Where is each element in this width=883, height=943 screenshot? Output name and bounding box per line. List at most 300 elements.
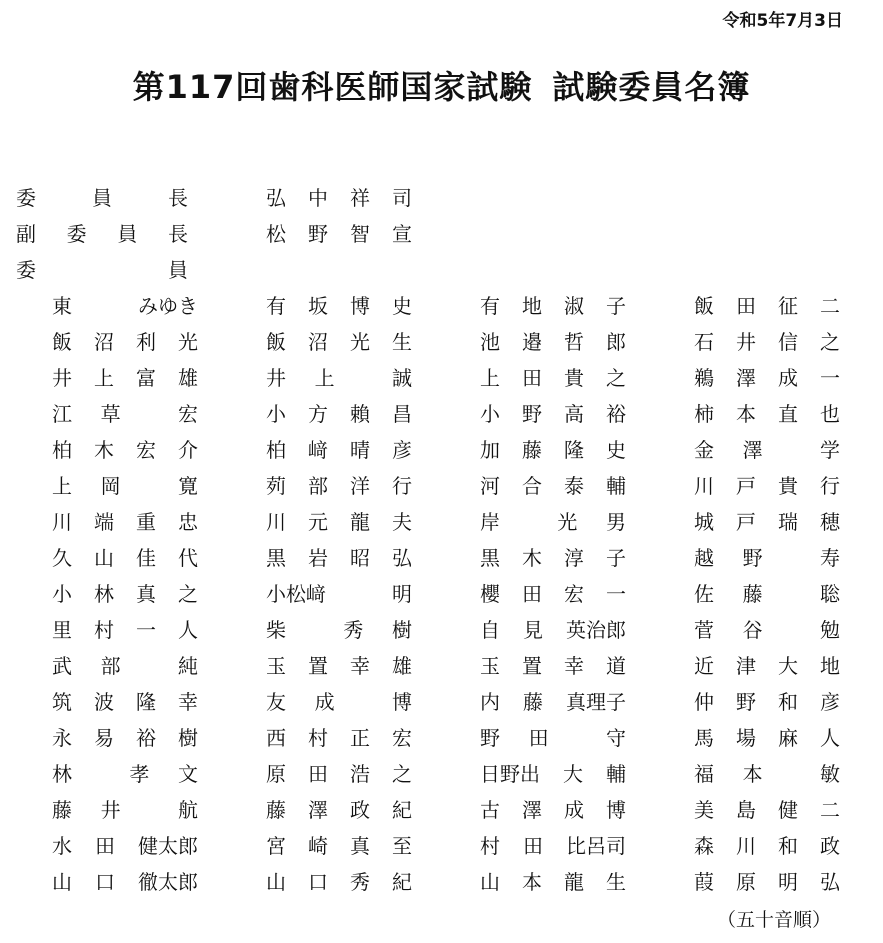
member-name <box>52 288 198 324</box>
name-part: 重 <box>136 510 156 534</box>
member-row <box>0 468 883 504</box>
name-part: 井 <box>52 366 72 390</box>
name-part: 自 <box>480 618 500 642</box>
name-part: 貴 <box>778 474 798 498</box>
member-name <box>480 576 626 612</box>
name-part: 見 <box>523 618 543 642</box>
name-part: 郎 <box>606 330 626 354</box>
name-part: 原 <box>266 762 286 786</box>
name-part: 上 <box>94 366 114 390</box>
name-part: 内 <box>480 690 500 714</box>
name-part: 信 <box>778 330 798 354</box>
chair-row <box>0 180 883 216</box>
name-part: 邉 <box>522 330 542 354</box>
member-name <box>694 828 840 864</box>
member-name <box>266 540 412 576</box>
name-part: 黒 <box>480 546 500 570</box>
name-part: 真 <box>350 834 370 858</box>
name-part: 井 <box>266 366 286 390</box>
name-part: 藤 <box>523 690 543 714</box>
member-name <box>52 648 198 684</box>
member-name <box>694 540 840 576</box>
name-part: 一 <box>606 582 626 606</box>
name-part: 博 <box>606 798 626 822</box>
member-name <box>266 792 412 828</box>
member-name <box>52 360 198 396</box>
member-name <box>694 324 840 360</box>
member-name <box>480 360 626 396</box>
name-part: 石 <box>694 330 714 354</box>
member-name <box>52 432 198 468</box>
member-name <box>480 324 626 360</box>
name-part: 明 <box>392 582 412 606</box>
name-part: 二 <box>820 798 840 822</box>
name-part: 比呂司 <box>566 834 626 858</box>
name-part: 子 <box>606 546 626 570</box>
member-row <box>0 396 883 432</box>
name-part: 寛 <box>177 474 198 498</box>
name-part: 生 <box>392 330 412 354</box>
role-char: 委 <box>66 222 87 246</box>
member-name <box>480 720 626 756</box>
name-part: 柏 <box>52 438 72 462</box>
member-name <box>52 540 198 576</box>
member-name <box>266 648 412 684</box>
name-part: 隆 <box>564 438 584 462</box>
member-name <box>52 864 198 900</box>
name-part: 光 <box>557 510 578 534</box>
name-part: 久 <box>52 546 72 570</box>
name-part: 瑞 <box>778 510 798 534</box>
name-part: 山 <box>52 870 72 894</box>
name-part: 也 <box>820 402 840 426</box>
member-row <box>0 720 883 756</box>
member-name <box>480 468 626 504</box>
member-name <box>694 504 840 540</box>
name-part: 利 <box>136 330 156 354</box>
member-row <box>0 576 883 612</box>
name-part: 仲 <box>694 690 714 714</box>
title-sub: 試験委員名簿 <box>552 68 751 106</box>
name-part: 野 <box>742 546 763 570</box>
name-part: 易 <box>94 726 114 750</box>
name-part: 航 <box>177 798 198 822</box>
member-row <box>0 792 883 828</box>
name-part: 黒 <box>266 546 286 570</box>
name-part: 藤 <box>522 438 542 462</box>
member-name <box>52 828 198 864</box>
member-name <box>266 684 412 720</box>
name-part: 之 <box>392 762 412 786</box>
name-part: 櫻 <box>480 582 500 606</box>
member-name <box>480 792 626 828</box>
name-part: 澤 <box>308 798 328 822</box>
name-part: 森 <box>694 834 714 858</box>
name-part: 武 <box>52 654 72 678</box>
name-part: 野 <box>308 222 328 246</box>
name-part: 小 <box>52 582 72 606</box>
name-part: 村 <box>480 834 500 858</box>
name-part: 秀 <box>350 870 370 894</box>
member-name <box>52 792 198 828</box>
name-part: 佳 <box>136 546 156 570</box>
member-name <box>266 360 412 396</box>
name-part: 道 <box>606 654 626 678</box>
name-part: 福 <box>694 762 714 786</box>
member-name <box>480 756 626 792</box>
name-part: 成 <box>778 366 798 390</box>
document-date: 令和5年7月3日 <box>722 11 843 31</box>
name-part: 隆 <box>136 690 156 714</box>
role-char: 委 <box>16 186 36 210</box>
member-name <box>52 720 198 756</box>
name-part: 近 <box>694 654 714 678</box>
member-name <box>52 684 198 720</box>
role-char: 員 <box>117 222 138 246</box>
name-part: 馬 <box>694 726 714 750</box>
name-part: 合 <box>522 474 542 498</box>
name-part: 守 <box>605 726 626 750</box>
name-part: 菅 <box>694 618 714 642</box>
member-name <box>480 432 626 468</box>
chair-name <box>266 180 412 216</box>
name-part: 学 <box>819 438 840 462</box>
name-part: 木 <box>522 546 542 570</box>
name-part: 田 <box>522 366 542 390</box>
name-part: 祥 <box>350 186 370 210</box>
name-part: 東 <box>52 294 72 318</box>
name-part: 輔 <box>606 474 626 498</box>
name-part: 哲 <box>564 330 584 354</box>
role-char: 副 <box>16 222 36 246</box>
name-part: 西 <box>266 726 286 750</box>
name-part: 貴 <box>564 366 584 390</box>
members-label-row <box>0 252 883 288</box>
name-part: 小松﨑 <box>266 582 326 606</box>
name-part: 昌 <box>392 402 412 426</box>
name-part: 田 <box>308 762 328 786</box>
name-part: 健太郎 <box>138 834 198 858</box>
name-part: 宏 <box>177 402 198 426</box>
member-name <box>266 324 412 360</box>
name-part: 和 <box>778 834 798 858</box>
name-part: 成 <box>564 798 584 822</box>
name-part: 有 <box>266 294 286 318</box>
member-name <box>52 468 198 504</box>
name-part: 聡 <box>819 582 840 606</box>
name-part: 飯 <box>266 330 286 354</box>
name-part: 柏 <box>266 438 286 462</box>
name-part: 之 <box>178 582 198 606</box>
name-part: 宏 <box>564 582 584 606</box>
name-part: 上 <box>52 474 72 498</box>
name-part: 玉 <box>480 654 500 678</box>
name-part: 昭 <box>350 546 370 570</box>
order-note: （五十音順） <box>716 909 831 931</box>
name-part: 玉 <box>266 654 286 678</box>
member-name <box>266 756 412 792</box>
name-part: 方 <box>308 402 328 426</box>
name-part: 男 <box>605 510 626 534</box>
name-part: 村 <box>94 618 114 642</box>
name-part: 谷 <box>742 618 763 642</box>
name-part: 藤 <box>52 798 72 822</box>
name-part: 沼 <box>308 330 328 354</box>
name-part: 水 <box>52 834 72 858</box>
name-part: 城 <box>694 510 714 534</box>
member-name <box>694 288 840 324</box>
members-label <box>16 252 188 288</box>
name-part: 林 <box>52 762 72 786</box>
name-part: 地 <box>522 294 542 318</box>
name-part: 島 <box>736 798 756 822</box>
name-part: 飯 <box>694 294 714 318</box>
name-part: 健 <box>778 798 798 822</box>
name-part: 置 <box>522 654 542 678</box>
member-name <box>52 396 198 432</box>
member-name <box>694 576 840 612</box>
name-part: 宮 <box>266 834 286 858</box>
name-part: 部 <box>308 474 328 498</box>
member-name <box>480 288 626 324</box>
name-part: 和 <box>778 690 798 714</box>
name-part: 原 <box>736 870 756 894</box>
name-part: 佐 <box>694 582 714 606</box>
member-name <box>694 792 840 828</box>
member-name <box>480 612 626 648</box>
member-name <box>266 288 412 324</box>
name-part: 田 <box>95 834 115 858</box>
member-name <box>480 828 626 864</box>
name-part: 田 <box>528 726 549 750</box>
name-part: 筑 <box>52 690 72 714</box>
member-name <box>266 504 412 540</box>
role-char: 員 <box>168 258 188 282</box>
name-part: 田 <box>522 582 542 606</box>
name-part: 裕 <box>606 402 626 426</box>
name-part: 淳 <box>564 546 584 570</box>
name-part: みゆき <box>138 294 198 318</box>
name-part: 誠 <box>391 366 412 390</box>
name-part: 泰 <box>564 474 584 498</box>
name-part: 岩 <box>308 546 328 570</box>
name-part: 置 <box>308 654 328 678</box>
name-part: 之 <box>820 330 840 354</box>
member-row <box>0 864 883 900</box>
name-part: 紀 <box>392 870 412 894</box>
member-name <box>694 396 840 432</box>
name-part: 政 <box>820 834 840 858</box>
name-part: 樹 <box>391 618 412 642</box>
name-part: 史 <box>606 438 626 462</box>
document-title <box>0 62 883 108</box>
name-part: 浩 <box>350 762 370 786</box>
name-part: 波 <box>94 690 114 714</box>
name-part: 本 <box>736 402 756 426</box>
name-part: 村 <box>308 726 328 750</box>
name-part: 博 <box>391 690 412 714</box>
vice-chair-row <box>0 216 883 252</box>
name-part: 本 <box>742 762 763 786</box>
name-part: 場 <box>736 726 756 750</box>
name-part: 小 <box>480 402 500 426</box>
name-part: 日野出 <box>480 762 540 786</box>
name-part: 里 <box>52 618 72 642</box>
name-part: 部 <box>100 654 121 678</box>
name-part: 澤 <box>736 366 756 390</box>
name-part: 越 <box>694 546 714 570</box>
name-part: 一 <box>136 618 156 642</box>
name-part: 代 <box>178 546 198 570</box>
name-part: 河 <box>480 474 500 498</box>
name-part: 子 <box>606 294 626 318</box>
name-part: 澤 <box>742 438 763 462</box>
name-part: 文 <box>177 762 198 786</box>
vice-chair-role <box>16 216 188 252</box>
name-part: 美 <box>694 798 714 822</box>
name-part: 一 <box>820 366 840 390</box>
name-part: 岸 <box>480 510 500 534</box>
member-name <box>480 648 626 684</box>
name-part: 林 <box>94 582 114 606</box>
name-part: 富 <box>136 366 156 390</box>
name-part: 田 <box>523 834 543 858</box>
name-part: 野 <box>522 402 542 426</box>
name-part: 之 <box>606 366 626 390</box>
name-part: 賴 <box>350 402 370 426</box>
name-part: 夫 <box>392 510 412 534</box>
name-part: 鵜 <box>694 366 714 390</box>
name-part: 川 <box>266 510 286 534</box>
name-part: 松 <box>266 222 286 246</box>
name-part: 小 <box>266 402 286 426</box>
name-part: 征 <box>778 294 798 318</box>
name-part: 古 <box>480 798 500 822</box>
name-part: 澤 <box>522 798 542 822</box>
name-part: 司 <box>392 186 412 210</box>
name-part: 友 <box>266 690 286 714</box>
name-part: 津 <box>736 654 756 678</box>
member-row <box>0 612 883 648</box>
member-name <box>694 468 840 504</box>
name-part: 行 <box>820 474 840 498</box>
name-part: 麻 <box>778 726 798 750</box>
member-name <box>52 324 198 360</box>
member-name <box>266 576 412 612</box>
name-part: 山 <box>480 870 500 894</box>
name-part: 高 <box>564 402 584 426</box>
member-name <box>52 756 198 792</box>
name-part: 山 <box>266 870 286 894</box>
member-row <box>0 432 883 468</box>
member-name <box>52 612 198 648</box>
name-part: 光 <box>178 330 198 354</box>
name-part: 野 <box>736 690 756 714</box>
member-name <box>694 612 840 648</box>
name-part: 博 <box>350 294 370 318</box>
name-part: 彦 <box>392 438 412 462</box>
name-part: 川 <box>694 474 714 498</box>
name-part: 寿 <box>819 546 840 570</box>
name-part: 二 <box>820 294 840 318</box>
name-part: 茢 <box>266 474 286 498</box>
member-row <box>0 684 883 720</box>
name-part: 輔 <box>606 762 626 786</box>
name-part: 藤 <box>742 582 763 606</box>
name-part: 智 <box>350 222 370 246</box>
name-part: 有 <box>480 294 500 318</box>
member-name <box>266 432 412 468</box>
member-name <box>694 360 840 396</box>
name-part: 彦 <box>820 690 840 714</box>
member-name <box>266 468 412 504</box>
name-part: 洋 <box>350 474 370 498</box>
name-part: 上 <box>314 366 335 390</box>
name-part: 加 <box>480 438 500 462</box>
member-name <box>694 432 840 468</box>
name-part: 飯 <box>52 330 72 354</box>
name-part: 幸 <box>178 690 198 714</box>
name-part: 口 <box>95 870 115 894</box>
name-part: 沼 <box>94 330 114 354</box>
name-part: 池 <box>480 330 500 354</box>
name-part: 宏 <box>136 438 156 462</box>
member-name <box>266 396 412 432</box>
member-row <box>0 648 883 684</box>
name-part: 永 <box>52 726 72 750</box>
member-name <box>266 720 412 756</box>
name-part: 戸 <box>736 474 756 498</box>
name-part: 幸 <box>564 654 584 678</box>
member-name <box>694 648 840 684</box>
name-part: 草 <box>100 402 121 426</box>
name-part: 徹太郎 <box>138 870 198 894</box>
name-part: 人 <box>178 618 198 642</box>
name-part: 龍 <box>564 870 584 894</box>
name-part: 真 <box>136 582 156 606</box>
name-part: 弘 <box>820 870 840 894</box>
name-part: 崎 <box>308 834 328 858</box>
member-row <box>0 540 883 576</box>
name-part: 中 <box>308 186 328 210</box>
title-main: 第117回歯科医師国家試験 <box>132 68 533 106</box>
name-part: 龍 <box>350 510 370 534</box>
name-part: 宣 <box>392 222 412 246</box>
member-row <box>0 324 883 360</box>
name-part: 生 <box>606 870 626 894</box>
role-char: 長 <box>168 186 188 210</box>
name-part: 真理子 <box>566 690 626 714</box>
name-part: 戸 <box>736 510 756 534</box>
name-part: 井 <box>100 798 121 822</box>
name-part: 藤 <box>266 798 286 822</box>
name-part: 川 <box>736 834 756 858</box>
name-part: 紀 <box>392 798 412 822</box>
name-part: 忠 <box>178 510 198 534</box>
member-name <box>480 396 626 432</box>
name-part: 穂 <box>820 510 840 534</box>
name-part: 秀 <box>343 618 364 642</box>
member-name <box>266 828 412 864</box>
name-part: 口 <box>308 870 328 894</box>
name-part: 山 <box>94 546 114 570</box>
name-part: 成 <box>314 690 335 714</box>
name-part: 葭 <box>694 870 714 894</box>
name-part: 柴 <box>266 618 286 642</box>
member-name <box>694 756 840 792</box>
member-name <box>480 540 626 576</box>
member-row <box>0 288 883 324</box>
